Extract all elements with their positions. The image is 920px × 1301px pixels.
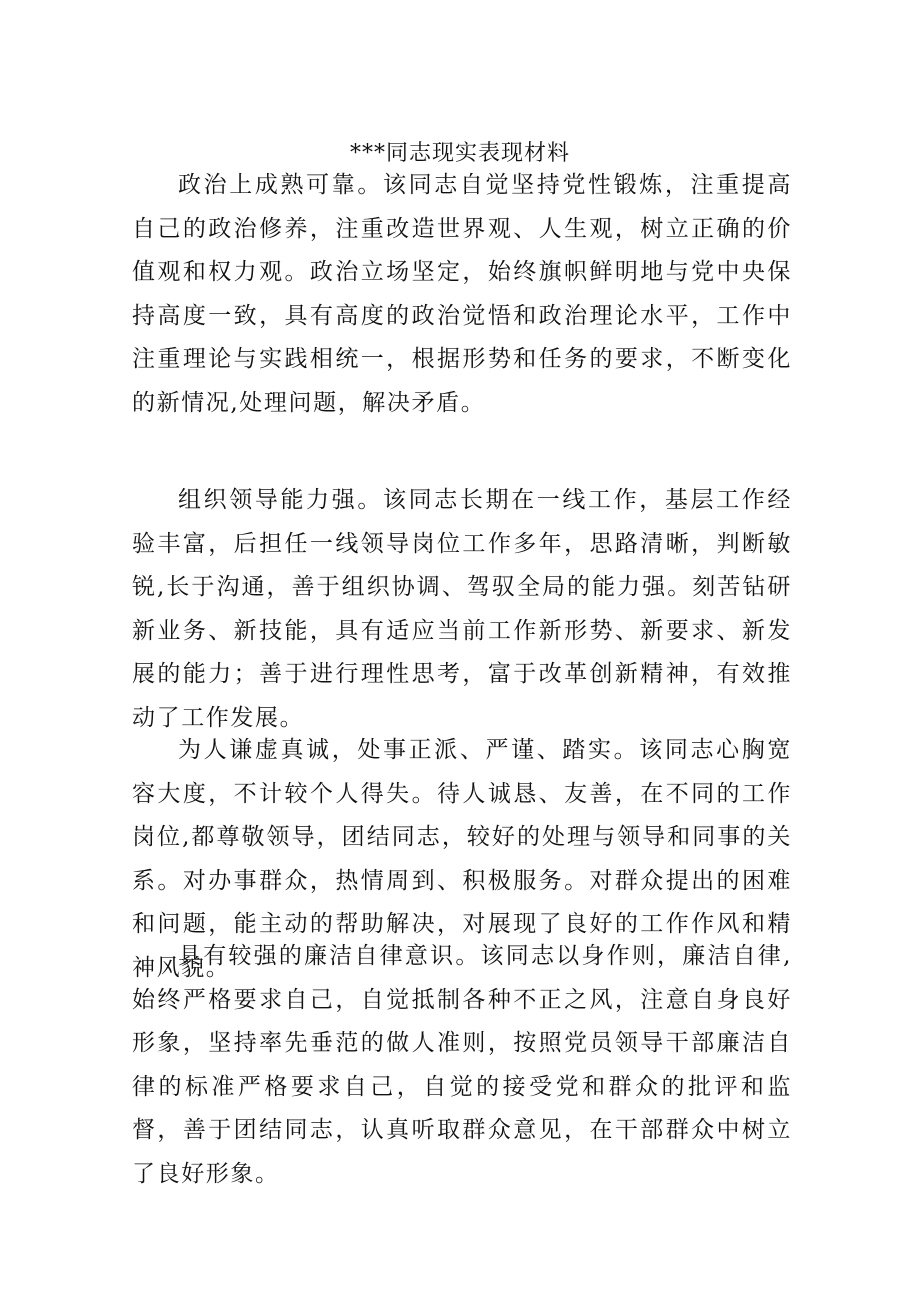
- paragraph-personal-conduct: 为人谦虚真诚，处事正派、严谨、踏实。该同志心胸宽容大度，不计较个人得失。待人诚恳、友善，在不同的工作岗位,都尊敬领导，团结同志，较好的处理与领导和同事的关系。对办事群众，热情周到、积极服务。对群众提出的困难和问题，能主动的帮助解决，对展现了良好的工作作风和精神风貌。: [132, 737, 792, 981]
- paragraph-integrity-awareness: 具有较强的廉洁自律意识。该同志以身作则，廉洁自律,始终严格要求自己，自觉抵制各种不正之风，注意自身良好形象，坚持率先垂范的做人准则，按照党员领导干部廉洁自律的标准严格要求自己，自觉的接受党和群众的批评和监督，善于团结同志，认真听取群众意见，在干部群众中树立了良好形象。: [132, 943, 792, 1187]
- document-title: ***同志现实表现材料: [349, 141, 570, 166]
- paragraph-leadership-ability: 组织领导能力强。该同志长期在一线工作，基层工作经验丰富，后担任一线领导岗位工作多年，思路清晰，判断敏锐,长于沟通，善于组织协调、驾驭全局的能力强。刻苦钻研新业务、新技能，具有适应当前工作新形势、新要求、新发展的能力；善于进行理性思考，富于改革创新精神，有效推动了工作发展。: [132, 487, 792, 731]
- paragraph-political-reliability: 政治上成熟可靠。该同志自觉坚持党性锻炼，注重提高自己的政治修养，注重改造世界观、人生观，树立正确的价值观和权力观。政治立场坚定，始终旗帜鲜明地与党中央保持高度一致，具有高度的政治觉悟和政治理论水平，工作中注重理论与实践相统一，根据形势和任务的要求，不断变化的新情况,处理问题，解决矛盾。: [132, 172, 792, 416]
